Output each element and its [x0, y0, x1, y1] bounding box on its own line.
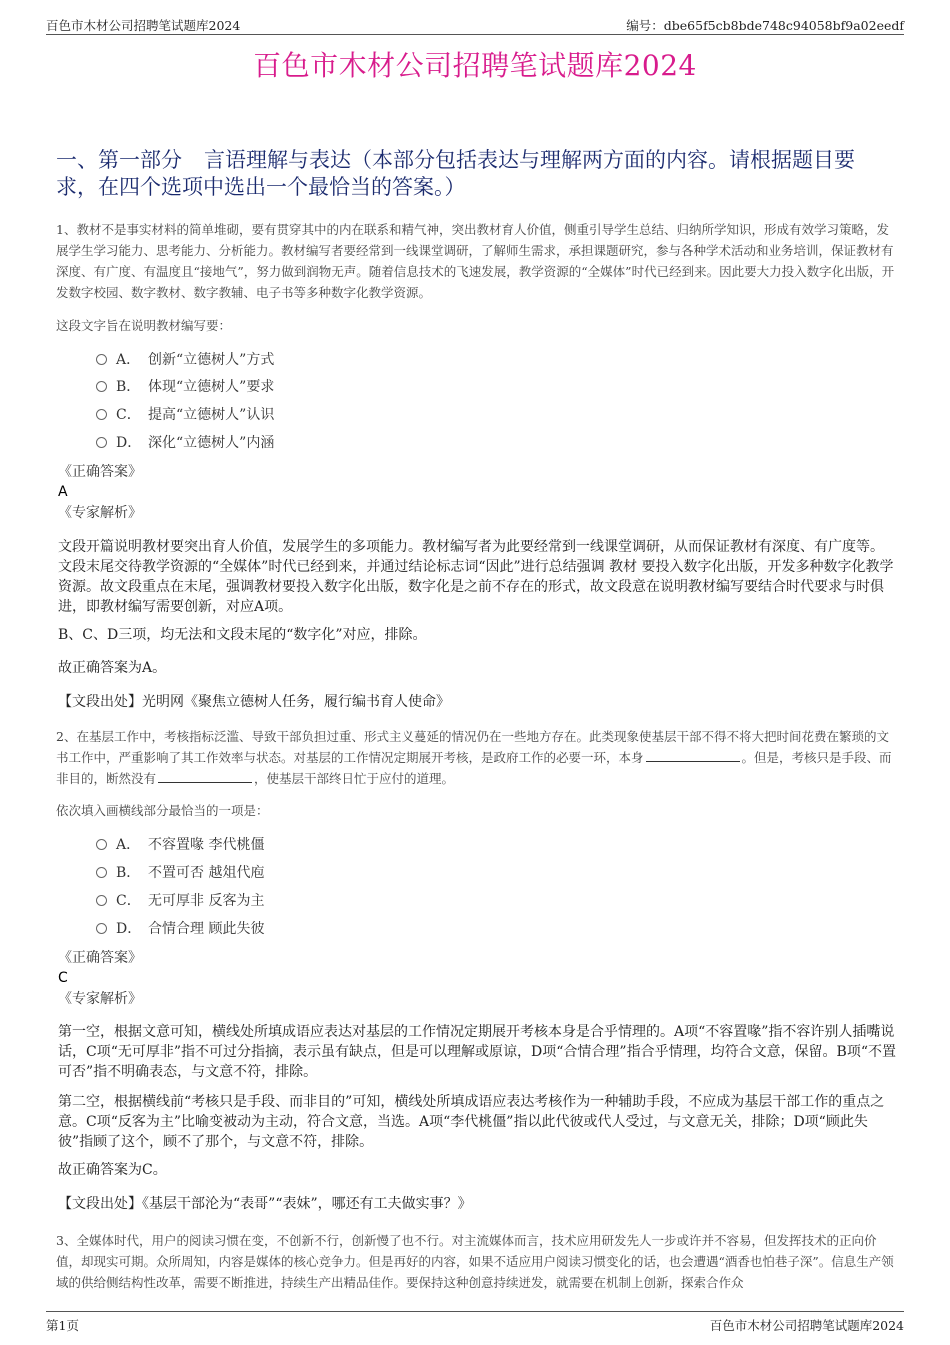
q1-analysis-p1: 文段开篇说明教材要突出育人价值，发展学生的多项能力。教材编写者为此要经常到一线课堂调研，从而保证教材有深度、有广度等。文段末尾交待教学资源的“全媒体”时代已经到来，并通过结论标志词“因此”进行总结强调 教材 要投入数字化出版，开发多种数字化教学资源。故文段重点在末尾，强调教材要投入数字化出版，数字化是之前不存在的形式，故文段意在说明教材编写要结合时代要求与时俱进，即教材编写需要创新，对应A项。 — [58, 539, 894, 615]
option-letter: C． — [116, 407, 141, 423]
section-text: 言语理解与表达（本部分包括表达与理解两方面的内容。请根据题目要求，在四个选项中选出一个最恰当的答案。） — [56, 148, 855, 199]
q2-analysis-label: 《专家解析》 — [58, 991, 142, 1007]
page-number: 第1页 — [46, 1318, 79, 1333]
q1-prompt: 这段文字旨在说明教材编写要： — [56, 318, 232, 333]
q1-analysis-p2: B、C、D三项，均无法和文段末尾的“数字化”对应，排除。 — [58, 627, 427, 643]
option-letter: D． — [116, 435, 142, 451]
option-letter: A． — [116, 837, 141, 853]
q2-answer-label: 《正确答案》 — [58, 950, 142, 966]
option-text: 提高“立德树人”认识 — [148, 407, 275, 423]
option-letter: C． — [116, 893, 141, 909]
option-text: 不容置喙 李代桃僵 — [148, 837, 265, 853]
q2-analysis-p1: 第一空，根据文意可知，横线处所填成语应表达对基层的工作情况定期展开考核本身是合乎情理的。A项“不容置喙”指不容许别人插嘴说话，C项“无可厚非”指不可过分指摘，表示虽有缺点，但是可以理解或原谅，D项“合情合理”指合乎情理，均符合文意，保留。B项“不置可否”指不明确表态，与文意不符，排除。 — [58, 1024, 897, 1080]
header-doc-name: 百色市木材公司招聘笔试题库2024 — [46, 18, 241, 33]
option-text: 体现“立德树人”要求 — [148, 379, 275, 395]
q2-option-a[interactable] — [96, 835, 264, 855]
blank-line — [158, 770, 252, 783]
q2-stem: 2、在基层工作中，考核指标泛滥、导致干部负担过重、形式主义蔓延的情况仍在一些地方存在。此类现象使基层干部不得不将大把时间花费在繁琐的文书工作中，严重影响了其工作效率与状态。对基层的工作情况定期展开考核，是政府工作的必要一环，本身 。但是，考核只是手段、而非目的，断然没有 ，使基层干部终日忙于应付的道理。 — [56, 729, 892, 786]
option-letter: B． — [116, 379, 141, 395]
radio-icon[interactable] — [96, 867, 107, 878]
q1-option-a[interactable] — [96, 350, 274, 370]
q2-option-c[interactable] — [96, 891, 264, 911]
q2-prompt: 依次填入画横线部分最恰当的一项是： — [56, 803, 269, 818]
radio-icon[interactable] — [96, 839, 107, 850]
section-heading — [56, 147, 896, 201]
option-text: 合情合理 顾此失彼 — [148, 921, 265, 937]
option-letter: D． — [116, 921, 142, 937]
page-header — [46, 14, 904, 35]
radio-icon[interactable] — [96, 923, 107, 934]
q3-stem: 3、全媒体时代，用户的阅读习惯在变，不创新不行，创新慢了也不行。对主流媒体而言，技术应用研发先人一步或许并不容易，但发挥技术的正向价值，却现实可期。众所周知，内容是媒体的核心竞争力。但是再好的内容，如果不适应用户阅读习惯变化的话，也会遭遇“酒香也怕巷子深”。信息生产领域的供给侧结构性改革，需要不断推进，持续生产出精品佳作。要保持这种创意持续迸发，就需要在机制上创新，探索合作众 — [56, 1233, 894, 1290]
q2-option-b[interactable] — [96, 863, 264, 883]
q1-option-b[interactable] — [96, 377, 274, 397]
radio-icon[interactable] — [96, 895, 107, 906]
blank-line — [646, 749, 740, 762]
radio-icon[interactable] — [96, 409, 107, 420]
option-letter: A． — [116, 352, 141, 368]
q1-option-c[interactable] — [96, 405, 274, 425]
q1-stem: 1、教材不是事实材料的简单堆砌，要有贯穿其中的内在联系和精气神，突出教材育人价值，侧重引导学生总结、归纳所学知识，形成有效学习策略，发展学生学习能力、思考能力、分析能力。教材编写者要经常到一线课堂调研，了解师生需求，承担课题研究，参与各种学术活动和业务培训，保证教材有深度、有广度、有温度且“接地气”，努力做到润物无声。随着信息技术的飞速发展，教学资源的“全媒体”时代已经到来。因此要大力投入数字化出版，开发数字校园、数字教材、数字教辅、电子书等多种数字化教学资源。 — [56, 222, 895, 300]
header-doc-id: 编号：dbe65f5cb8bde748c94058bf9a02eedf — [626, 18, 904, 33]
q2-option-d[interactable] — [96, 919, 264, 939]
option-text: 不置可否 越俎代庖 — [148, 865, 265, 881]
q1-analysis-p3: 故正确答案为A。 — [58, 660, 167, 676]
option-text: 创新“立德树人”方式 — [148, 352, 275, 368]
radio-icon[interactable] — [96, 354, 107, 365]
q2-analysis-p2: 第二空，根据横线前“考核只是手段、而非目的”可知，横线处所填成语应表达考核作为一种辅助手段，不应成为基层干部工作的重点之意。C项“反客为主”比喻变被动为主动，符合文意，当选。A项“李代桃僵”指以此代彼或代人受过，与文意无关，排除；D项“顾此失彼”指顾了这个，顾不了那个，与文意不符，排除。 — [58, 1094, 885, 1150]
q1-analysis-label: 《专家解析》 — [58, 505, 142, 521]
q2-analysis-p3: 故正确答案为C。 — [58, 1162, 167, 1178]
q1-source: 【文段出处】光明网《聚焦立德树人任务，履行编书育人使命》 — [58, 694, 450, 710]
option-text: 深化“立德树人”内涵 — [148, 435, 275, 451]
q1-answer: A — [58, 484, 68, 500]
q2-source: 【文段出处】《基层干部沦为“表哥”“表妹”，哪还有工夫做实事？》 — [58, 1196, 472, 1212]
page-title: 百色市木材公司招聘笔试题库2024 — [253, 49, 697, 82]
section-number: 一、第一部分 — [56, 148, 182, 172]
q1-answer-label: 《正确答案》 — [58, 464, 142, 480]
q2-answer: C — [58, 970, 68, 986]
q1-option-d[interactable] — [96, 433, 274, 453]
radio-icon[interactable] — [96, 381, 107, 392]
page-footer — [46, 1311, 904, 1333]
footer-doc-name: 百色市木材公司招聘笔试题库2024 — [709, 1318, 904, 1333]
radio-icon[interactable] — [96, 437, 107, 448]
option-text: 无可厚非 反客为主 — [148, 893, 265, 909]
option-letter: B． — [116, 865, 141, 881]
